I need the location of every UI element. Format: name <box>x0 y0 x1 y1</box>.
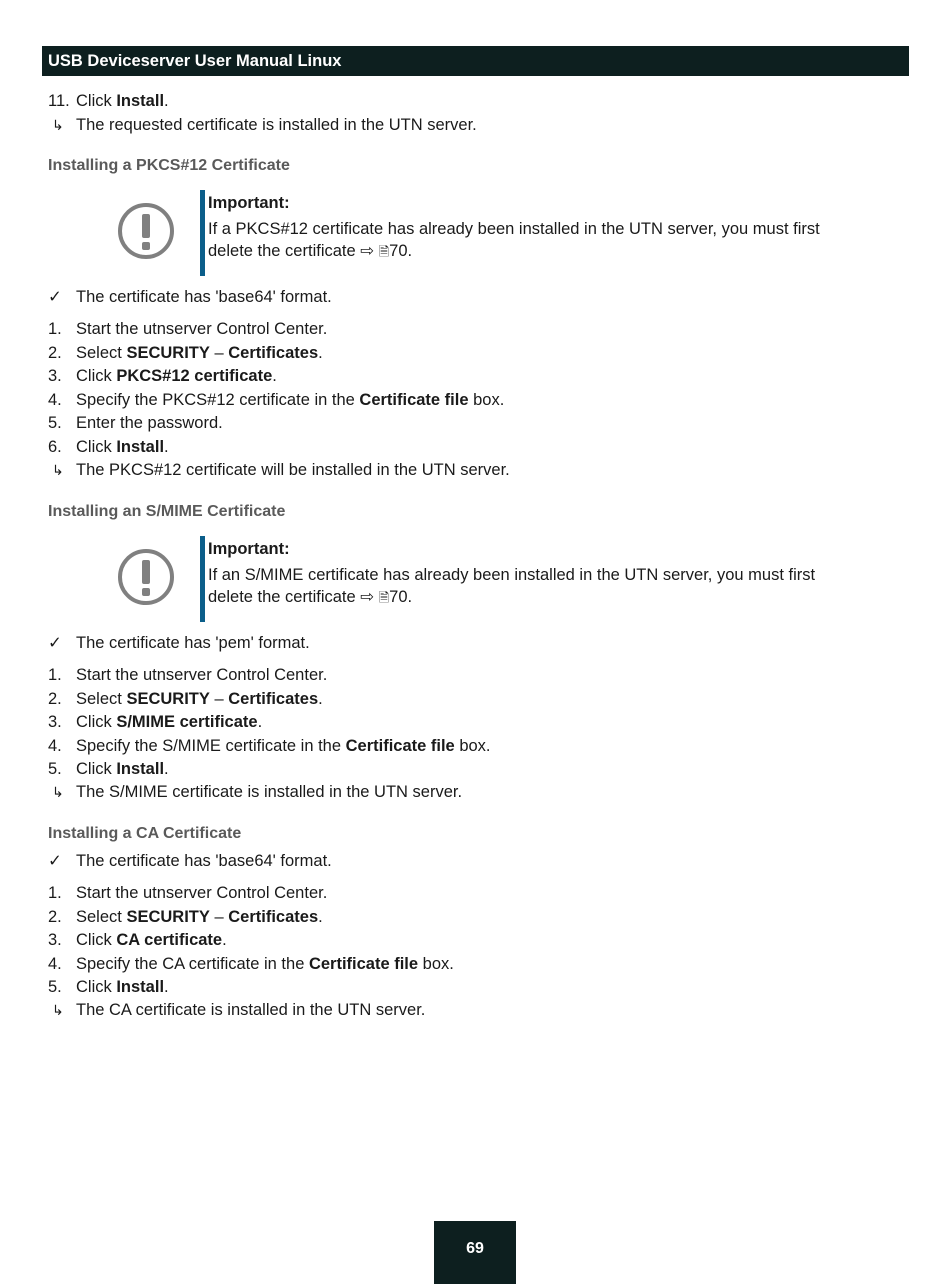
result-arrow-icon: ↳ <box>52 1002 64 1018</box>
step-number: 1. <box>48 884 62 902</box>
result-arrow-icon: ↳ <box>52 117 64 133</box>
arrow-right-icon: ⇨ <box>360 242 375 260</box>
step-number: 5. <box>48 978 62 997</box>
step-item: 5. Enter the password. <box>48 414 223 433</box>
result-line: ↳ The S/MIME certificate is installed in the UTN server. <box>48 781 462 803</box>
step-number: 5. <box>48 414 62 433</box>
step-number: 3. <box>48 931 62 950</box>
step-item: 1. Start the utnserver Control Center. <box>48 884 328 902</box>
step-number: 1. <box>48 320 62 338</box>
step-number: 6. <box>48 438 62 456</box>
section-heading-smime: Installing an S/MIME Certificate <box>48 503 286 520</box>
result-line: ↳ The requested certificate is installed in the UTN server. <box>48 114 477 136</box>
result-arrow-icon: ↳ <box>52 462 64 478</box>
step-number: 2. <box>48 689 62 708</box>
page-reference-link[interactable]: 70. <box>389 588 413 606</box>
step-item: 5. Click Install. <box>48 760 169 779</box>
step-item: 6. Click Install. <box>48 438 169 456</box>
step-number: 1. <box>48 666 62 684</box>
step-item: 1. Start the utnserver Control Center. <box>48 320 328 338</box>
note-text: If an S/MIME certificate has already been installed in the UTN server, you must first delete the certificate ⇨ 🗎70. <box>208 564 848 609</box>
checkmark-icon: ✓ <box>48 634 62 652</box>
note-text: If a PKCS#12 certificate has already been installed in the UTN server, you must first delete the certificate ⇨ 🗎70. <box>208 218 848 263</box>
step-item: 2. Select SECURITY – Certificates. <box>48 907 323 926</box>
step-item: 2. Select SECURITY – Certificates. <box>48 343 323 362</box>
important-note-smime <box>116 536 856 622</box>
step-number: 11. <box>48 92 70 110</box>
step-item: 1. Start the utnserver Control Center. <box>48 666 328 684</box>
prerequisite: ✓ The certificate has 'base64' format. <box>48 852 332 870</box>
page-icon: 🗎 <box>378 590 390 605</box>
result-arrow-icon: ↳ <box>52 784 64 800</box>
step-item: 5. Click Install. <box>48 978 169 997</box>
exclamation-icon <box>118 203 174 259</box>
step-item: 4. Specify the PKCS#12 certificate in the Certificate file box. <box>48 390 505 409</box>
exclamation-icon <box>118 549 174 605</box>
arrow-right-icon: ⇨ <box>360 588 375 606</box>
page-number: 69 <box>434 1221 516 1284</box>
step-11: 11. Click Install. <box>48 92 169 110</box>
prerequisite: ✓ The certificate has 'pem' format. <box>48 634 310 652</box>
important-note-pkcs12 <box>116 190 856 276</box>
note-title: Important: <box>208 194 290 212</box>
result-line: ↳ The PKCS#12 certificate will be installed in the UTN server. <box>48 459 510 481</box>
result-line: ↳ The CA certificate is installed in the UTN server. <box>48 999 425 1021</box>
step-item: 3. Click CA certificate. <box>48 931 227 950</box>
step-number: 3. <box>48 367 62 386</box>
step-number: 2. <box>48 907 62 926</box>
checkmark-icon: ✓ <box>48 852 62 870</box>
step-number: 2. <box>48 343 62 362</box>
section-heading-pkcs12: Installing a PKCS#12 Certificate <box>48 157 290 174</box>
page-icon: 🗎 <box>378 244 390 259</box>
note-rule <box>200 190 205 276</box>
page-reference-link[interactable]: 70. <box>389 242 413 260</box>
step-number: 3. <box>48 713 62 732</box>
note-rule <box>200 536 205 622</box>
step-number: 4. <box>48 390 62 409</box>
checkmark-icon: ✓ <box>48 288 62 306</box>
note-title: Important: <box>208 540 290 558</box>
step-item: 3. Click PKCS#12 certificate. <box>48 367 277 386</box>
step-number: 4. <box>48 736 62 755</box>
step-item: 4. Specify the CA certificate in the Certificate file box. <box>48 954 454 973</box>
step-item: 3. Click S/MIME certificate. <box>48 713 263 732</box>
page-header-title: USB Deviceserver User Manual Linux <box>42 46 909 76</box>
step-number: 4. <box>48 954 62 973</box>
step-item: 4. Specify the S/MIME certificate in the Certificate file box. <box>48 736 491 755</box>
section-heading-ca: Installing a CA Certificate <box>48 825 242 842</box>
step-item: 2. Select SECURITY – Certificates. <box>48 689 323 708</box>
prerequisite: ✓ The certificate has 'base64' format. <box>48 288 332 306</box>
step-number: 5. <box>48 760 62 779</box>
